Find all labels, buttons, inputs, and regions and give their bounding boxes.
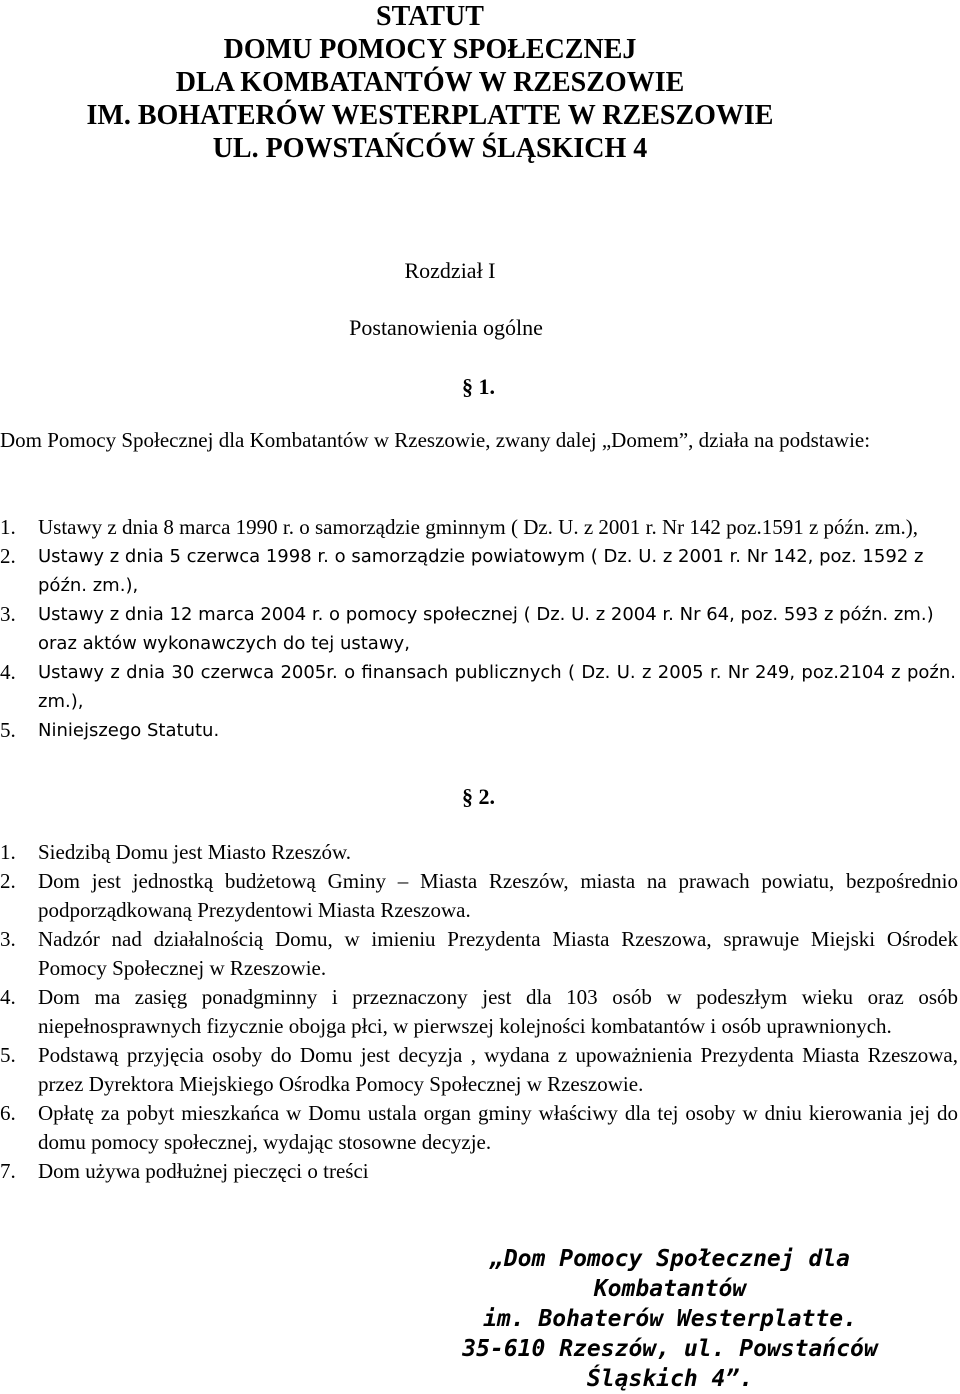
list-item xyxy=(0,867,958,925)
stamp-line: „Dom Pomocy Społecznej dla xyxy=(489,1246,851,1272)
title-line: DLA KOMBATANTÓW W RZESZOWIE xyxy=(175,67,685,98)
section-mark-2: § 2. xyxy=(462,784,495,809)
legal-basis-list xyxy=(0,513,960,745)
stamp-line: Kombatantów xyxy=(593,1276,747,1302)
list-item-text: Ustawy z dnia 30 czerwca 2005r. o finansach publicznych ( Dz. U. z 2005 r. Nr 249, poz.2104 z poźn. zm.), xyxy=(38,662,956,712)
list-item-text: Opłatę za pobyt mieszkańca w Domu ustala organ gminy właściwy dla tej osoby w dniu kierowania jej do domu pomocy społecznej, wydając stosowne decyzje. xyxy=(38,1101,958,1154)
chapter-number: Rozdział I xyxy=(404,258,496,283)
list-item-number: 1. xyxy=(0,840,16,864)
stamp-line: Śląskich 4”. xyxy=(586,1366,754,1392)
list-item-number: 5. xyxy=(0,1043,16,1067)
list-item-text: Dom jest jednostką budżetową Gminy – Miasta Rzeszów, miasta na prawach powiatu, bezpośrednio podporządkowaną Prezydentowi Miasta Rzeszowa. xyxy=(38,869,958,922)
list-item xyxy=(0,542,960,600)
list-item-number: 7. xyxy=(0,1159,16,1183)
list-item-number: 3. xyxy=(0,602,16,626)
stamp-text xyxy=(440,1244,900,1394)
list-item-text: Dom używa podłużnej pieczęci o treści xyxy=(38,1159,369,1183)
list-item-number: 2. xyxy=(0,869,16,893)
chapter-name: Postanowienia ogólne xyxy=(349,315,543,340)
list-item xyxy=(0,1041,958,1099)
list-item-number: 5. xyxy=(0,718,16,742)
list-item-text: Podstawą przyjęcia osoby do Domu jest decyzja , wydana z upoważnienia Prezydenta Miasta Rzeszowa, przez Dyrektora Miejskiego Ośrodka Pomocy Społecznej w Rzeszowie. xyxy=(38,1043,958,1096)
title-line: STATUT xyxy=(376,1,484,32)
section-mark-1: § 1. xyxy=(462,374,495,399)
list-item xyxy=(0,716,960,745)
list-item-text: Niniejszego Statutu. xyxy=(38,720,220,741)
section-1-intro: Dom Pomocy Społecznej dla Kombatantów w Rzeszowie, zwany dalej „Domem”, działa na podstawie: xyxy=(0,428,871,452)
provisions-list xyxy=(0,838,958,1186)
list-item-number: 2. xyxy=(0,544,16,568)
list-item xyxy=(0,658,960,716)
list-item-number: 3. xyxy=(0,927,16,951)
list-item xyxy=(0,513,960,542)
title-line: DOMU POMOCY SPOŁECZNEJ xyxy=(223,34,637,65)
title-line: UL. POWSTAŃCÓW ŚLĄSKICH 4 xyxy=(212,133,648,164)
list-item-number: 4. xyxy=(0,660,16,684)
list-item xyxy=(0,925,958,983)
list-item-text: Nadzór nad działalnością Domu, w imieniu Prezydenta Miasta Rzeszowa, sprawuje Miejski Ośrodek Pomocy Społecznej w Rzeszowie. xyxy=(38,927,958,980)
list-item xyxy=(0,600,960,658)
stamp-line: 35-610 Rzeszów, ul. Powstańców xyxy=(462,1336,878,1362)
title-line: IM. BOHATERÓW WESTERPLATTE W RZESZOWIE xyxy=(86,100,774,131)
list-item-text: Ustawy z dnia 12 marca 2004 r. o pomocy społecznej ( Dz. U. z 2004 r. Nr 64, poz. 593 z późn. zm.) oraz aktów wykonawczych do tej ustawy, xyxy=(38,604,934,654)
list-item xyxy=(0,1099,958,1157)
list-item xyxy=(0,838,958,867)
stamp-line: im. Bohaterów Westerplatte. xyxy=(483,1306,857,1332)
list-item xyxy=(0,983,958,1041)
list-item-text: Siedzibą Domu jest Miasto Rzeszów. xyxy=(38,840,352,864)
list-item-text: Ustawy z dnia 5 czerwca 1998 r. o samorządzie powiatowym ( Dz. U. z 2001 r. Nr 142, poz. 1592 z późn. zm.), xyxy=(38,546,924,596)
list-item-number: 1. xyxy=(0,515,16,539)
list-item-number: 6. xyxy=(0,1101,16,1125)
list-item-text: Ustawy z dnia 8 marca 1990 r. o samorządzie gminnym ( Dz. U. z 2001 r. Nr 142 poz.1591 z późn. zm.), xyxy=(38,515,919,539)
list-item xyxy=(0,1157,958,1186)
list-item-number: 4. xyxy=(0,985,16,1009)
document-title xyxy=(0,0,960,165)
list-item-text: Dom ma zasięg ponadgminny i przeznaczony jest dla 103 osób w podeszłym wieku oraz osób niepełnosprawnych fizycznie obojga płci, w pierwszej kolejności kombatantów i osób uprawnionych. xyxy=(38,985,958,1038)
